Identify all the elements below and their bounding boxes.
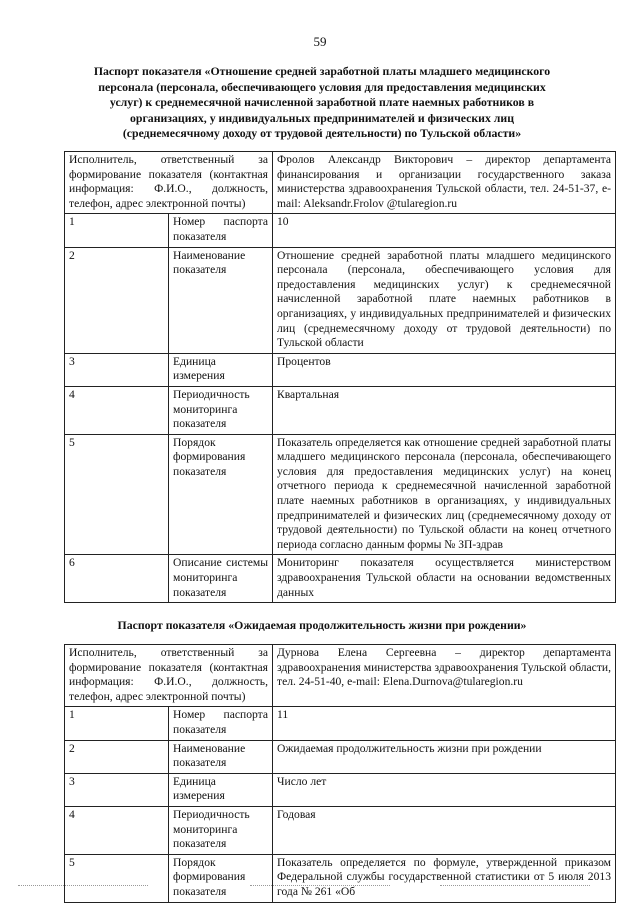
- table-row: [65, 152, 616, 214]
- scan-artifact-line: [18, 885, 148, 886]
- table-row: [65, 773, 616, 806]
- row-value: Квартальная: [273, 386, 616, 434]
- row-label: Номер паспорта показателя: [169, 214, 273, 247]
- table-row: [65, 247, 616, 353]
- table-row: [65, 645, 616, 707]
- executor-label: Исполнитель, ответственный за формирование показателя (контактная информация: Ф.И.О., должность, телефон, адрес электронной почты): [65, 645, 273, 707]
- table-row: [65, 707, 616, 740]
- row-number: 1: [65, 707, 169, 740]
- table-row: [65, 806, 616, 854]
- row-number: 2: [65, 247, 169, 353]
- row-label: Описание системы мониторинга показателя: [169, 555, 273, 603]
- row-value: Мониторинг показателя осуществляется министерством здравоохранения Тульской области на основании ведомственных данных: [273, 555, 616, 603]
- table-row: [65, 555, 616, 603]
- row-label: Периодичность мониторинга показателя: [169, 806, 273, 854]
- row-value: Отношение средней заработной платы младшего медицинского персонала (персонала, обеспечивающего условия для предоставления медицинских услуг) к среднемесячной начисленной заработной плате наемных работников в организациях, у индивидуальных предпринимателей и физических лиц (среднемесячному доходу от трудовой деятельности) по Тульской области: [273, 247, 616, 353]
- row-number: 4: [65, 386, 169, 434]
- row-value: Показатель определяется как отношение средней заработной платы младшего медицинского персонала (персонала, обеспечивающего условия для предоставления медицинских услуг) на конец отчетного периода к среднемесячной начисленной заработной плате наемных работников в организациях, у индивидуальных предпринимателей и физических лиц (среднемесячному доходу от трудовой деятельности) по Тульской области на конец отчетного периода согласно данным формы № ЗП-здрав: [273, 434, 616, 555]
- row-value: 10: [273, 214, 616, 247]
- row-label: Порядок формирования показателя: [169, 854, 273, 902]
- row-number: 1: [65, 214, 169, 247]
- row-value: Процентов: [273, 353, 616, 386]
- scan-artifact-line: [440, 885, 590, 886]
- row-number: 3: [65, 773, 169, 806]
- row-number: 6: [65, 555, 169, 603]
- row-number: 5: [65, 854, 169, 902]
- table-row: [65, 434, 616, 555]
- row-label: Периодичность мониторинга показателя: [169, 386, 273, 434]
- row-value: Число лет: [273, 773, 616, 806]
- table-row: [65, 386, 616, 434]
- table-row: [65, 740, 616, 773]
- row-label: Единица измерения: [169, 353, 273, 386]
- executor-label: Исполнитель, ответственный за формирование показателя (контактная информация: Ф.И.О., должность, телефон, адрес электронной почты): [65, 152, 273, 214]
- row-number: 5: [65, 434, 169, 555]
- row-value: Ожидаемая продолжительность жизни при рождении: [273, 740, 616, 773]
- table-row: [65, 353, 616, 386]
- row-label: Наименование показателя: [169, 740, 273, 773]
- row-value: Годовая: [273, 806, 616, 854]
- row-value: 11: [273, 707, 616, 740]
- row-label: Наименование показателя: [169, 247, 273, 353]
- passport-title: Паспорт показателя «Ожидаемая продолжительность жизни при рождении»: [117, 618, 527, 632]
- executor-value: Дурнова Елена Сергеевна – директор департамента здравоохранения министерства здравоохранения Тульской области, тел. 24-51-40, e-mail: Elena.Durnova@tularegion.ru: [273, 645, 616, 707]
- row-number: 3: [65, 353, 169, 386]
- row-label: Номер паспорта показателя: [169, 707, 273, 740]
- scan-artifact-line: [250, 885, 390, 886]
- row-number: 4: [65, 806, 169, 854]
- passport-table: [64, 644, 616, 903]
- row-number: 2: [65, 740, 169, 773]
- passport-title: Паспорт показателя «Отношение средней заработной платы младшего медицинского персонала (персонала, обеспечивающего условия для предоставления медицинских услуг) к среднемесячной начисленной заработной плате наемных работников в организациях, у индивидуальных предпринимателей и физических лиц (среднемесячному доходу от трудовой деятельности) по Тульской области»: [93, 64, 551, 141]
- passport-table: [64, 151, 616, 603]
- table-row: [65, 854, 616, 902]
- page-number: 59: [313, 34, 327, 49]
- executor-value: Фролов Александр Викторович – директор департамента финансирования и организации государственного заказа министерства здравоохранения Тульской области, тел. 24-51-37, e-mail: Aleksandr.Frolov @tularegion.ru: [273, 152, 616, 214]
- table-row: [65, 214, 616, 247]
- row-label: Порядок формирования показателя: [169, 434, 273, 555]
- row-label: Единица измерения: [169, 773, 273, 806]
- row-value: Показатель определяется по формуле, утвержденной приказом Федеральной службы государственной статистики от 5 июля 2013 года № 261 «Об: [273, 854, 616, 902]
